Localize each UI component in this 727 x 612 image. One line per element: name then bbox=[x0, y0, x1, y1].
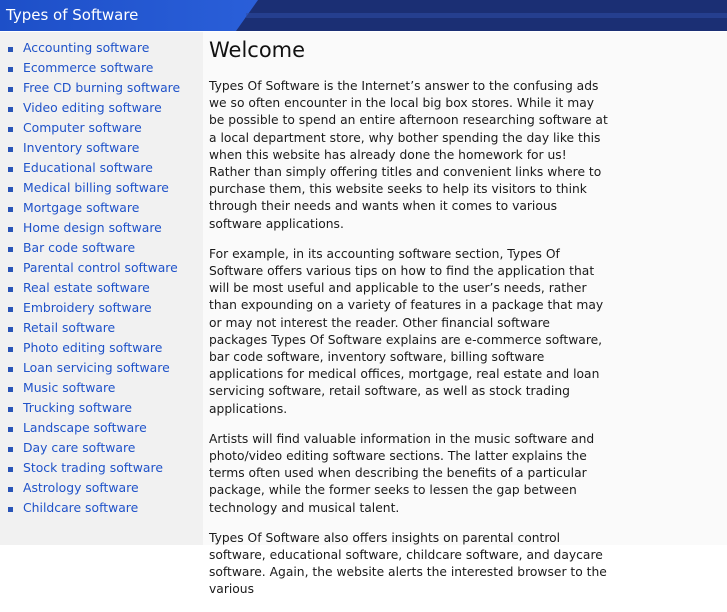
bullet-icon bbox=[8, 307, 13, 312]
bullet-icon bbox=[8, 487, 13, 492]
paragraph: For example, in its accounting software section, Types Of Software offers various tips on how to find the application that will be most useful and applicable to the user’s needs, rather than expounding on a variety of features in a package that may or may not interest the reader. Other financial software packages Types Of Software explains are e-commerce software, bar code software, inventory software, billing software applications for medical offices, mortgage, real estate and loan servicing software, retail software, as well as stock trading applications. bbox=[209, 246, 604, 416]
sidebar-link[interactable]: Mortgage software bbox=[23, 200, 140, 215]
sidebar-item bbox=[0, 119, 203, 139]
sidebar-item bbox=[0, 439, 203, 459]
bullet-icon bbox=[8, 147, 13, 152]
sidebar-link[interactable]: Retail software bbox=[23, 320, 116, 335]
sidebar bbox=[0, 32, 203, 545]
sidebar-link[interactable]: Home design software bbox=[23, 220, 162, 235]
sidebar-item bbox=[0, 339, 203, 359]
bullet-icon bbox=[8, 247, 13, 252]
sidebar-item bbox=[0, 479, 203, 499]
sidebar-item bbox=[0, 239, 203, 259]
bullet-icon bbox=[8, 207, 13, 212]
sidebar-item bbox=[0, 179, 203, 199]
bullet-icon bbox=[8, 367, 13, 372]
sidebar-item bbox=[0, 79, 203, 99]
bullet-icon bbox=[8, 447, 13, 452]
bullet-icon bbox=[8, 387, 13, 392]
bullet-icon bbox=[8, 287, 13, 292]
sidebar-link[interactable]: Real estate software bbox=[23, 280, 150, 295]
sidebar-link[interactable]: Educational software bbox=[23, 160, 153, 175]
sidebar-link[interactable]: Embroidery software bbox=[23, 300, 152, 315]
sidebar-link[interactable]: Free CD burning software bbox=[23, 80, 181, 95]
bullet-icon bbox=[8, 67, 13, 72]
page-title: Welcome bbox=[209, 38, 306, 62]
sidebar-item bbox=[0, 199, 203, 219]
site-title[interactable]: Types of Software bbox=[6, 6, 139, 24]
sidebar-item bbox=[0, 219, 203, 239]
sidebar-item bbox=[0, 499, 203, 519]
sidebar-item bbox=[0, 299, 203, 319]
paragraph: Types Of Software also offers insights on parental control software, educational software, childcare software, and daycare software. Again, the website alerts the interested browser to the various bbox=[209, 530, 607, 597]
bullet-icon bbox=[8, 507, 13, 512]
sidebar-link[interactable]: Childcare software bbox=[23, 500, 139, 515]
sidebar-link[interactable]: Music software bbox=[23, 380, 116, 395]
bullet-icon bbox=[8, 327, 13, 332]
paragraph: Types Of Software is the Internet’s answer to the confusing ads we so often encounter in the local big box stores. While it may be possible to spend an entire afternoon researching software at a local department store, why bother spending the day like this when this website has already done the homework for us! Rather than simply offering titles and convenient links where to purchase them, this website seeks to help its visitors to think through their needs and wants when it comes to various software applications. bbox=[209, 79, 608, 231]
sidebar-nav bbox=[0, 39, 203, 519]
sidebar-link[interactable]: Stock trading software bbox=[23, 460, 163, 475]
sidebar-item bbox=[0, 399, 203, 419]
bullet-icon bbox=[8, 87, 13, 92]
sidebar-item bbox=[0, 279, 203, 299]
sidebar-item bbox=[0, 379, 203, 399]
paragraph: Artists will find valuable information in the music software and photo/video editing software sections. The latter explains the terms often used when describing the benefits of a particular package, while the former seeks to lessen the gap between technology and musical talent. bbox=[209, 431, 595, 515]
sidebar-link[interactable]: Inventory software bbox=[23, 140, 140, 155]
bullet-icon bbox=[8, 187, 13, 192]
sidebar-link[interactable]: Loan servicing software bbox=[23, 360, 170, 375]
sidebar-link[interactable]: Medical billing software bbox=[23, 180, 169, 195]
bullet-icon bbox=[8, 227, 13, 232]
sidebar-link[interactable]: Accounting software bbox=[23, 40, 150, 55]
sidebar-link[interactable]: Day care software bbox=[23, 440, 136, 455]
bullet-icon bbox=[8, 107, 13, 112]
site-header bbox=[0, 0, 727, 31]
sidebar-link[interactable]: Bar code software bbox=[23, 240, 136, 255]
bullet-icon bbox=[8, 407, 13, 412]
sidebar-link[interactable]: Parental control software bbox=[23, 260, 178, 275]
bullet-icon bbox=[8, 427, 13, 432]
sidebar-link[interactable]: Computer software bbox=[23, 120, 142, 135]
sidebar-link[interactable]: Ecommerce software bbox=[23, 60, 154, 75]
sidebar-item bbox=[0, 419, 203, 439]
sidebar-item bbox=[0, 59, 203, 79]
bullet-icon bbox=[8, 167, 13, 172]
sidebar-item bbox=[0, 459, 203, 479]
sidebar-link[interactable]: Trucking software bbox=[23, 400, 132, 415]
sidebar-item bbox=[0, 99, 203, 119]
article-body bbox=[209, 78, 609, 612]
bullet-icon bbox=[8, 267, 13, 272]
bullet-icon bbox=[8, 127, 13, 132]
sidebar-item bbox=[0, 259, 203, 279]
sidebar-item bbox=[0, 359, 203, 379]
main-content bbox=[203, 32, 727, 597]
bullet-icon bbox=[8, 467, 13, 472]
sidebar-item bbox=[0, 159, 203, 179]
sidebar-item bbox=[0, 319, 203, 339]
sidebar-link[interactable]: Photo editing software bbox=[23, 340, 163, 355]
bullet-icon bbox=[8, 47, 13, 52]
sidebar-item bbox=[0, 39, 203, 59]
sidebar-item bbox=[0, 139, 203, 159]
sidebar-link[interactable]: Astrology software bbox=[23, 480, 139, 495]
bullet-icon bbox=[8, 347, 13, 352]
sidebar-link[interactable]: Landscape software bbox=[23, 420, 147, 435]
sidebar-link[interactable]: Video editing software bbox=[23, 100, 162, 115]
